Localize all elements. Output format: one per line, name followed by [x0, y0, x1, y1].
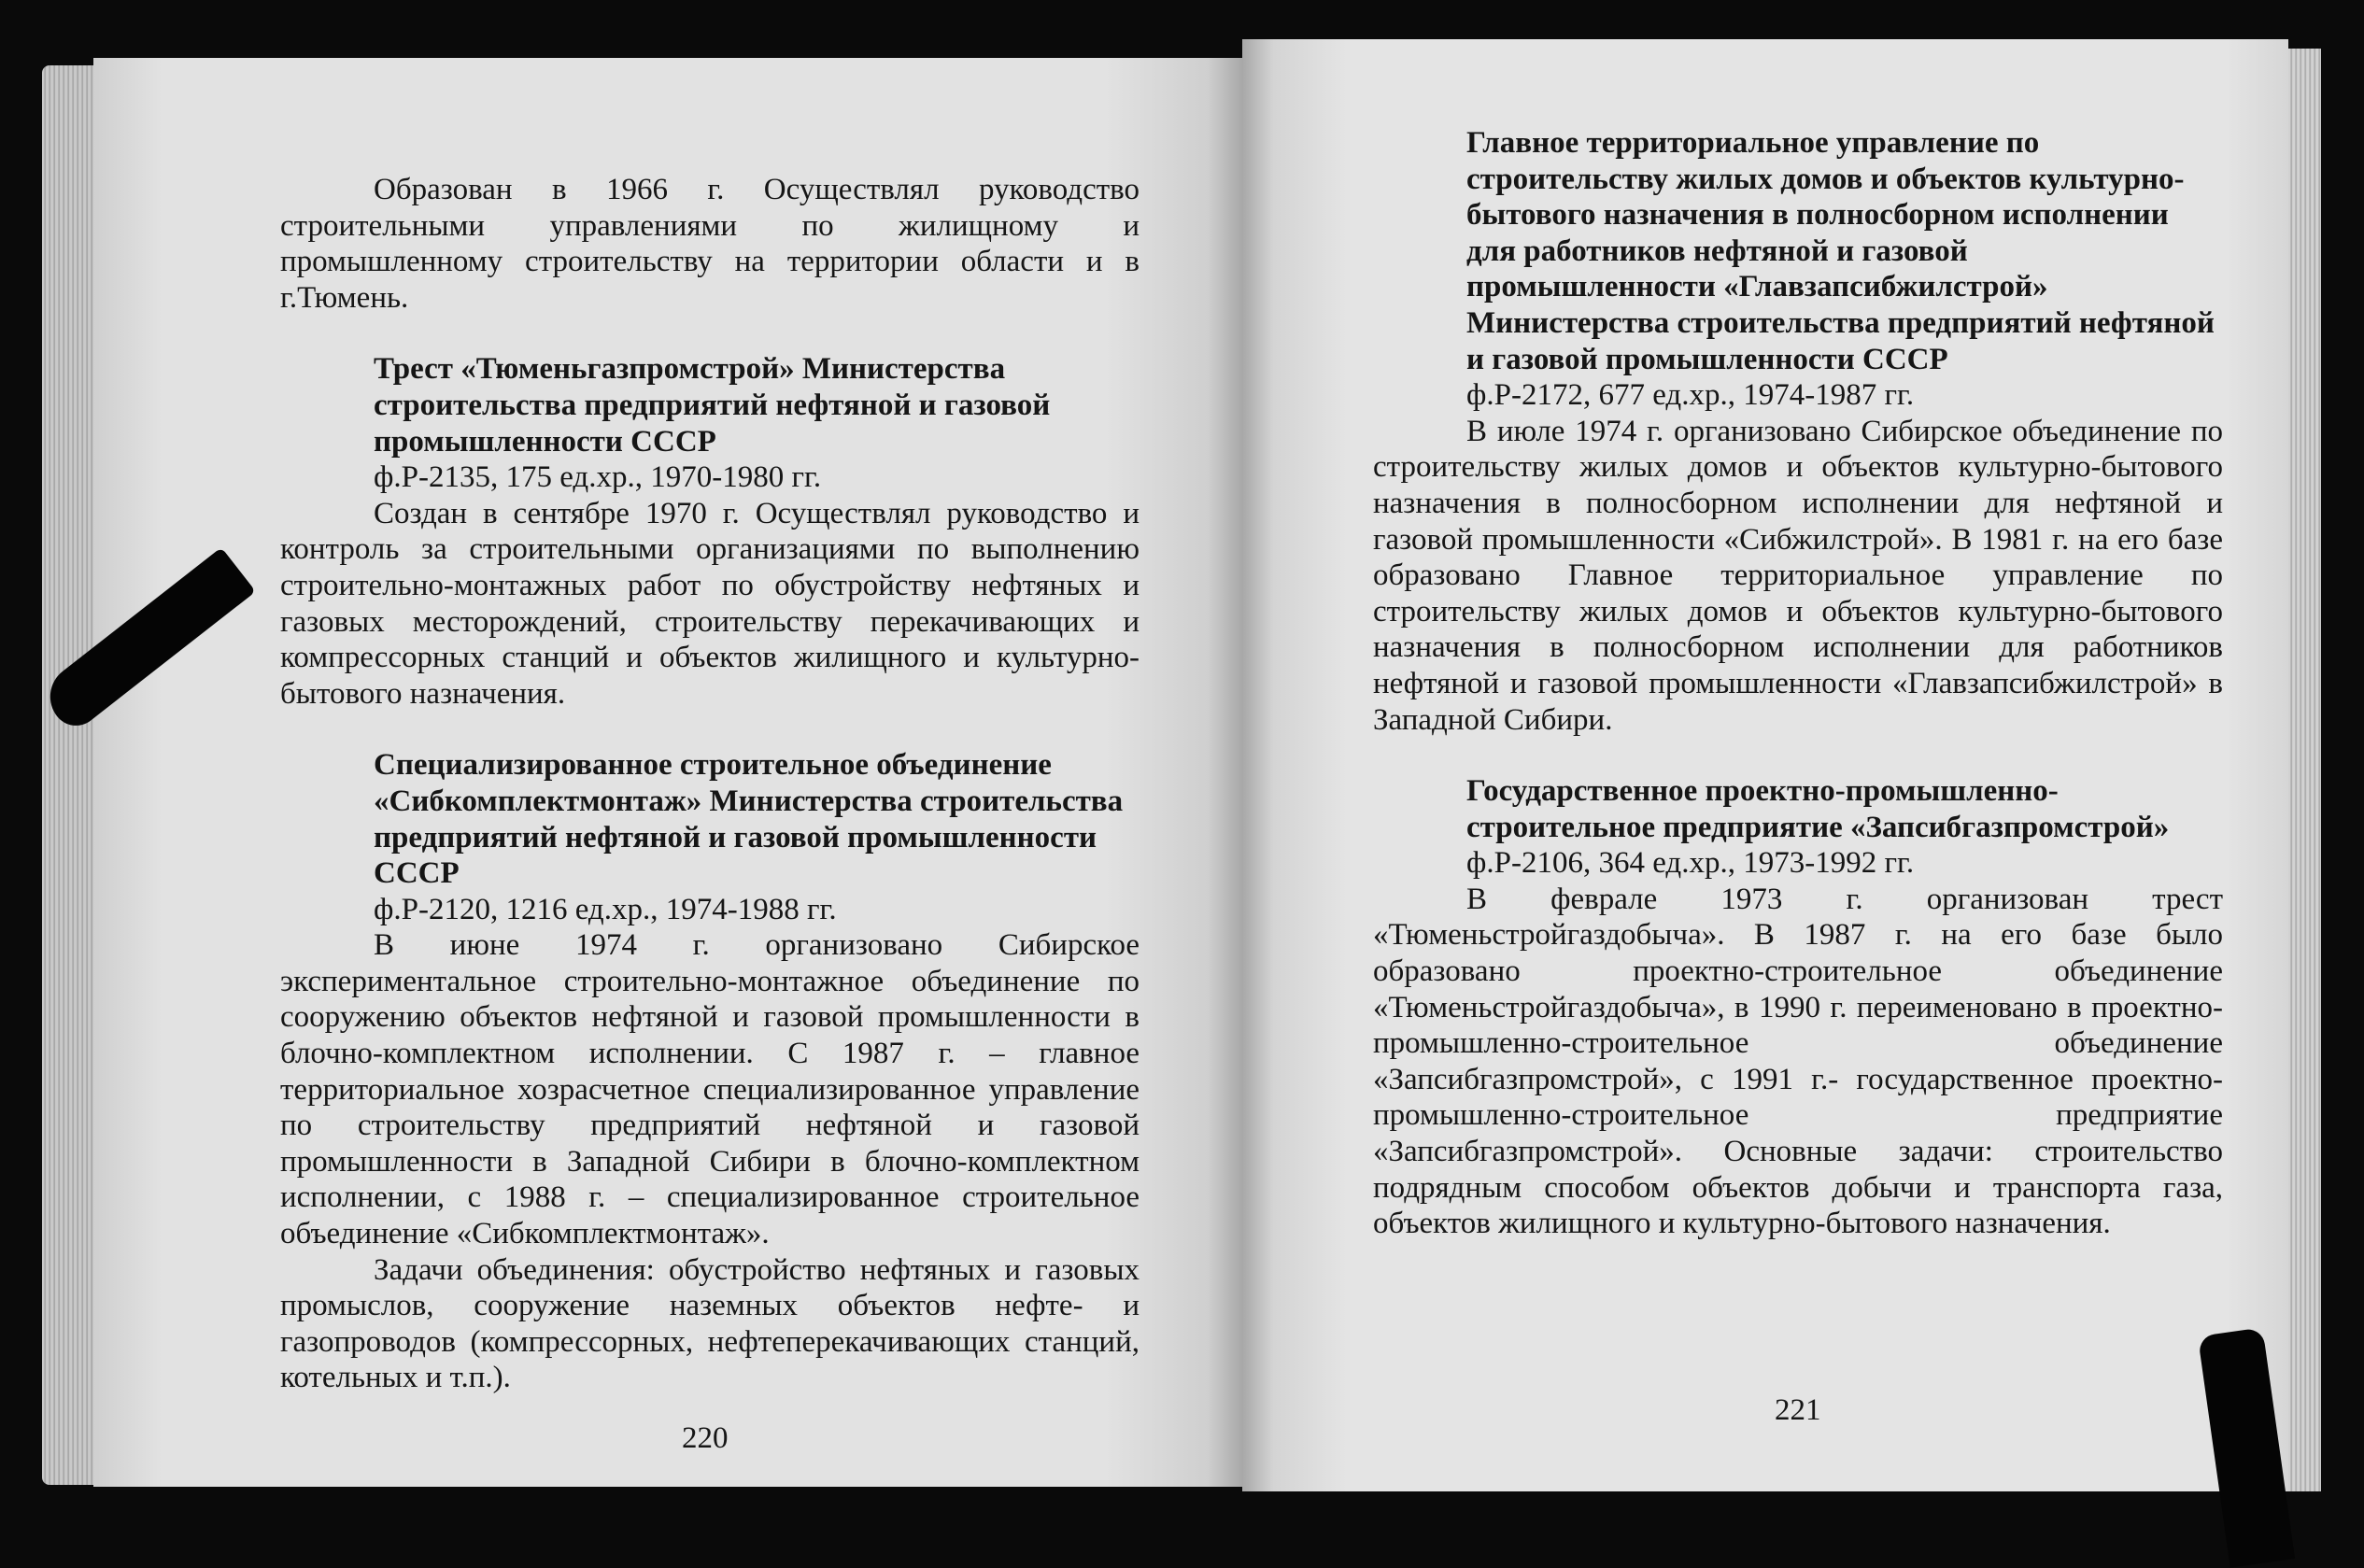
section-heading: Главное территориальное управление по строительству жилых домов и объектов культурно-бытового назначения в полносборном исполнении для работников нефтяной и газовой промышленности «Главзапсибжилстрой» Министерства строительства предприятий нефтяной и газовой промышленности СССР [1466, 126, 2215, 376]
right-page-number: 221 [1775, 1393, 1821, 1427]
body-paragraph: В июне 1974 г. организовано Сибирское экспериментальное строительно-монтажное объединение по сооружению объектов нефтяной и газовой промышленности в блочно-комплектном исполнении. С 1987 г. – главное территориальное хозрасчетное специализированное управление по строительству предприятий нефтяной и газовой промышленности в Западной Сибири в блочно-комплектном исполнении, с 1988 г. – специализированное строительное объединение «Сибкомплектмонтаж». [280, 928, 1140, 1251]
fond-reference: ф.Р-2120, 1216 ед.хр., 1974-1988 гг. [374, 892, 837, 926]
paragraph-gap [280, 316, 1140, 351]
section-heading: Государственное проектно-промышленно-строительное предприятие «Запсибгазпромстрой» [1466, 774, 2170, 844]
body-paragraph: В июле 1974 г. организовано Сибирское объединение по строительству жилых домов и объектов культурно-бытового назначения в полносборном исполнении для нефтяной и газовой промышленности «Сибжилстрой». В 1981 г. на его базе образовано Главное территориальное управление по строительству жилых домов и объектов культурно-бытового назначения в полносборном исполнении для работников нефтяной и газовой промышленности «Главзапсибжилстрой» в Западной Сибири. [1373, 414, 2223, 737]
section-heading: Трест «Тюменьгазпромстрой» Министерства строительства предприятий нефтяной и газовой промышленности СССР [374, 352, 1051, 459]
book-spread [42, 39, 2321, 1524]
paragraph-gap [280, 712, 1140, 747]
right-page-text [1373, 125, 2223, 1242]
left-page-number: 220 [682, 1421, 729, 1455]
right-page [1242, 39, 2288, 1491]
fond-reference: ф.Р-2135, 175 ед.хр., 1970-1980 гг. [374, 460, 822, 495]
fond-reference: ф.Р-2172, 677 ед.хр., 1974-1987 гг. [1466, 378, 1915, 413]
body-paragraph: В феврале 1973 г. организован трест «Тюменьстройгаздобыча». В 1987 г. на его базе было образовано проектно-строительное объединение «Тюменьстройгаздобыча», в 1990 г. переименовано в проектно-промышленно-строительное объединение «Запсибгазпромстрой», с 1991 г.- государственное проектно-промышленно-строительное предприятие «Запсибгазпромстрой». Основные задачи: строительство подрядным способом объектов добычи и транспорта газа, объектов жилищного и культурно-бытового назначения. [1373, 882, 2223, 1241]
page-edges-right [2284, 49, 2321, 1491]
body-paragraph: Создан в сентябре 1970 г. Осуществлял руководство и контроль за строительными организациями по выполнению строительно-монтажных работ по обустройству нефтяных и газовых месторождений, строительству перекачивающих и компрессорных станций и объектов жилищного и культурно-бытового назначения. [280, 496, 1140, 711]
body-paragraph: Задачи объединения: обустройство нефтяных и газовых промыслов, сооружение наземных объектов нефте- и газопроводов (компрессорных, нефтеперекачивающих станций, котельных и т.п.). [280, 1252, 1140, 1395]
fond-reference: ф.Р-2106, 364 ед.хр., 1973-1992 гг. [1466, 846, 1915, 881]
left-page [93, 58, 1242, 1487]
paragraph-gap [1373, 738, 2223, 773]
section-heading: Специализированное строительное объединение «Сибкомплектмонтаж» Министерства строительства предприятий нефтяной и газовой промышленности СССР [374, 748, 1124, 891]
left-page-text [280, 172, 1140, 1396]
body-paragraph: Образован в 1966 г. Осуществлял руководство строительными управлениями по жилищному и промышленному строительству на территории области и в г.Тюмень. [280, 173, 1140, 315]
